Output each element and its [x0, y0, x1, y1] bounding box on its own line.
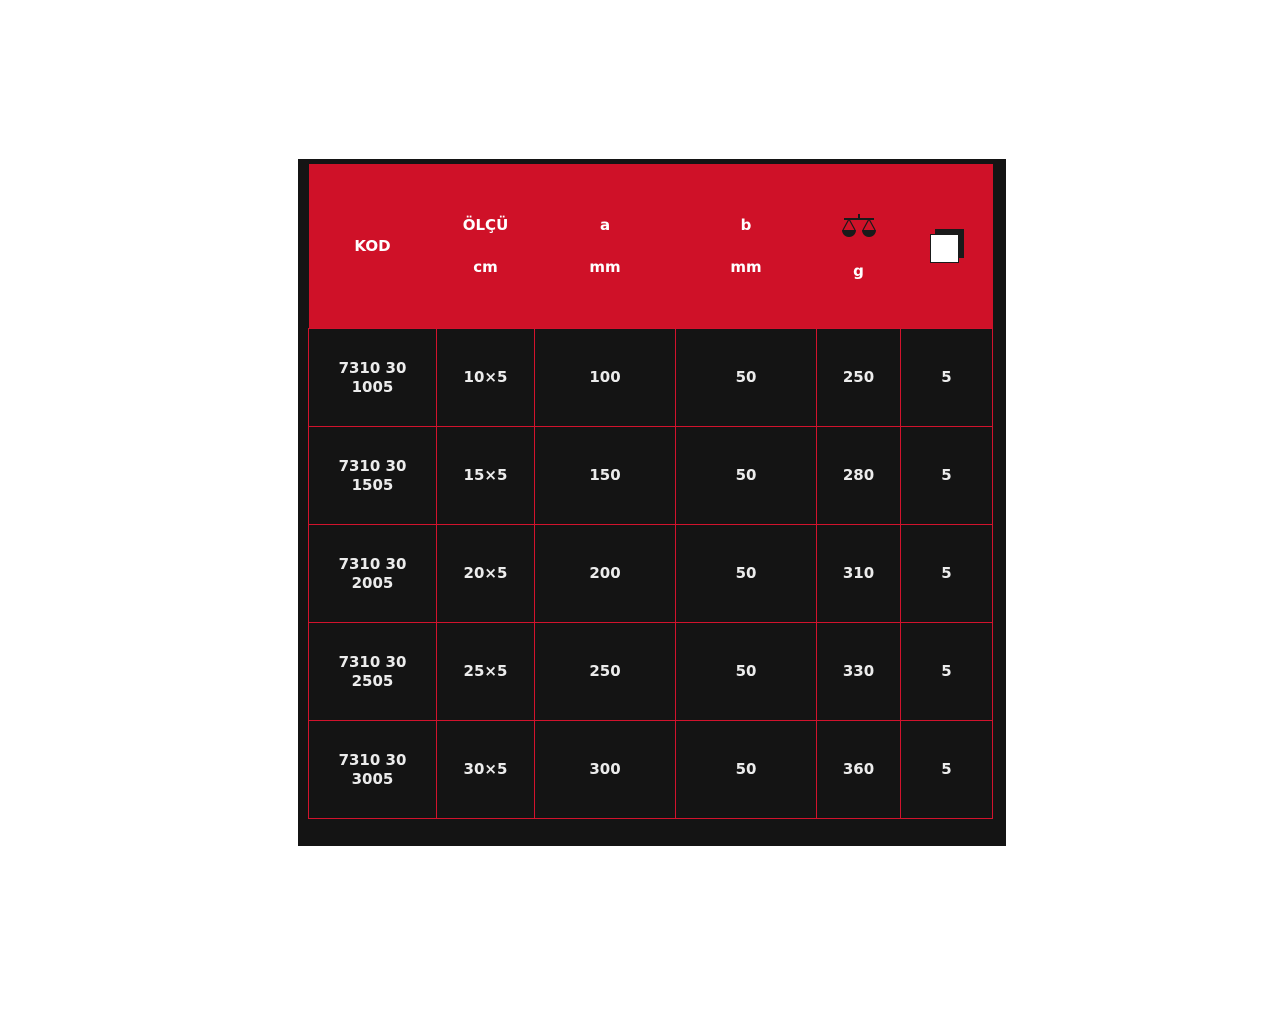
product-table-frame	[298, 159, 1006, 846]
cell-olcu: 10×5	[437, 329, 535, 427]
cell-b: 50	[676, 525, 817, 623]
cell-olcu: 20×5	[437, 525, 535, 623]
box-icon	[930, 229, 964, 263]
cell-a: 200	[535, 525, 676, 623]
header-a-label: a	[599, 216, 611, 234]
cell-a: 250	[535, 623, 676, 721]
cell-olcu: 25×5	[437, 623, 535, 721]
header-weight	[817, 164, 901, 329]
cell-weight: 360	[817, 721, 901, 819]
header-b-label: b	[740, 216, 752, 234]
table-row	[309, 427, 993, 525]
cell-kod: 7310 30 1005	[309, 329, 437, 427]
table-header-row	[309, 164, 993, 329]
cell-weight: 280	[817, 427, 901, 525]
header-kod	[309, 164, 437, 329]
cell-pack: 5	[901, 623, 993, 721]
cell-b: 50	[676, 329, 817, 427]
product-spec-table	[308, 164, 993, 819]
cell-weight: 310	[817, 525, 901, 623]
cell-weight: 250	[817, 329, 901, 427]
cell-b: 50	[676, 427, 817, 525]
header-olcu-label: ÖLÇÜ	[462, 216, 509, 234]
cell-weight: 330	[817, 623, 901, 721]
cell-a: 100	[535, 329, 676, 427]
cell-b: 50	[676, 623, 817, 721]
scale-icon	[841, 212, 877, 240]
header-kod-label: KOD	[354, 237, 391, 255]
cell-kod: 7310 30 3005	[309, 721, 437, 819]
cell-pack: 5	[901, 427, 993, 525]
header-weight-unit: g	[853, 262, 864, 280]
header-a	[535, 164, 676, 329]
cell-kod: 7310 30 2505	[309, 623, 437, 721]
cell-pack: 5	[901, 329, 993, 427]
header-olcu	[437, 164, 535, 329]
header-b	[676, 164, 817, 329]
cell-pack: 5	[901, 721, 993, 819]
cell-pack: 5	[901, 525, 993, 623]
cell-b: 50	[676, 721, 817, 819]
cell-kod: 7310 30 1505	[309, 427, 437, 525]
header-pack	[901, 164, 993, 329]
header-b-unit: mm	[730, 258, 762, 276]
cell-olcu: 30×5	[437, 721, 535, 819]
cell-a: 150	[535, 427, 676, 525]
header-olcu-unit: cm	[473, 258, 498, 276]
cell-a: 300	[535, 721, 676, 819]
header-a-unit: mm	[589, 258, 621, 276]
cell-kod: 7310 30 2005	[309, 525, 437, 623]
cell-olcu: 15×5	[437, 427, 535, 525]
table-row	[309, 525, 993, 623]
table-row	[309, 623, 993, 721]
table-row	[309, 721, 993, 819]
table-row	[309, 329, 993, 427]
